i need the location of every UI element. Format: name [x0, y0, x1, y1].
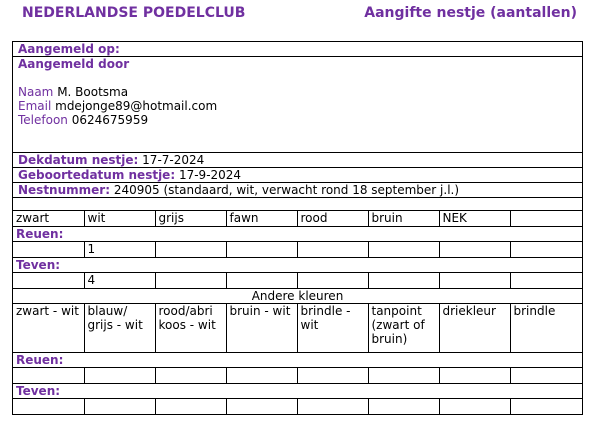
litter-form — [12, 41, 583, 415]
table-cell — [510, 368, 582, 384]
reuen-values-row — [13, 242, 582, 258]
naam-label: Naam — [18, 85, 54, 99]
col-header: tanpoint (zwart of bruin) — [368, 304, 439, 353]
reuen-label-row-2 — [13, 353, 582, 368]
teven-values-row — [13, 273, 582, 289]
col-header: blauw/ grijs - wit — [84, 304, 155, 353]
col-header: wit — [84, 211, 155, 227]
reuen-label: Reuen: — [13, 353, 582, 368]
aangemeld-door-label: Aangemeld door — [18, 57, 130, 71]
teven-label-row-2 — [13, 384, 582, 399]
spacer-row — [13, 198, 582, 211]
table-cell — [226, 368, 297, 384]
col-header: fawn — [226, 211, 297, 227]
teven-label: Teven: — [13, 384, 582, 399]
col-header: rood — [297, 211, 368, 227]
andere-kleuren-title: Andere kleuren — [13, 289, 582, 304]
dekdatum-label: Dekdatum nestje: — [18, 153, 139, 167]
naam-value: M. Bootsma — [57, 85, 129, 99]
table-cell — [226, 273, 297, 289]
teven-values-row-2 — [13, 399, 582, 415]
col-header — [510, 211, 582, 227]
table-cell — [297, 399, 368, 415]
table-cell — [297, 242, 368, 258]
reuen-label-row — [13, 227, 582, 242]
nestnummer-value: 240905 (standaard, wit, verwacht rond 18 september j.l.) — [113, 183, 460, 197]
contact-block — [13, 57, 582, 153]
nestnummer-row — [13, 183, 582, 198]
dekdatum-value: 17-7-2024 — [142, 153, 205, 167]
geboortedatum-row — [13, 168, 582, 183]
col-header: brindle — [510, 304, 582, 353]
dekdatum-row — [13, 153, 582, 168]
table-cell — [155, 368, 226, 384]
table-cell — [297, 273, 368, 289]
table-cell: 4 — [84, 273, 155, 289]
teven-label: Teven: — [13, 258, 582, 273]
table-cell — [13, 399, 84, 415]
teven-label-row — [13, 258, 582, 273]
table-cell — [368, 368, 439, 384]
table-cell — [510, 242, 582, 258]
geboortedatum-label: Geboortedatum nestje: — [18, 168, 176, 182]
table-cell — [368, 273, 439, 289]
table-cell — [439, 368, 510, 384]
col-header: grijs — [155, 211, 226, 227]
table-cell — [439, 242, 510, 258]
table-cell — [297, 368, 368, 384]
col-header: zwart - wit — [13, 304, 84, 353]
col-header: rood/abri koos - wit — [155, 304, 226, 353]
telefoon-line — [18, 113, 582, 127]
col-header: bruin — [368, 211, 439, 227]
colors-header-row — [13, 211, 582, 227]
reuen-values-row-2 — [13, 368, 582, 384]
col-header: bruin - wit — [226, 304, 297, 353]
geboortedatum-value: 17-9-2024 — [178, 168, 242, 182]
col-header: driekleur — [439, 304, 510, 353]
table-cell — [155, 273, 226, 289]
nestnummer-label: Nestnummer: — [18, 183, 111, 197]
table-cell — [13, 368, 84, 384]
table-cell — [155, 242, 226, 258]
telefoon-value: 0624675959 — [71, 113, 149, 127]
email-value: mdejonge89@hotmail.com — [55, 99, 218, 113]
col-header: zwart — [13, 211, 84, 227]
table-cell — [84, 368, 155, 384]
other-colors-header-row — [13, 304, 582, 353]
andere-kleuren-row — [13, 289, 582, 304]
table-cell — [510, 399, 582, 415]
form-title: Aangifte nestje (aantallen) — [364, 5, 577, 21]
email-line — [18, 99, 582, 113]
telefoon-label: Telefoon — [18, 113, 68, 127]
col-header: brindle - wit — [297, 304, 368, 353]
table-cell — [439, 273, 510, 289]
aangemeld-op-row — [13, 42, 582, 57]
club-title: NEDERLANDSE POEDELCLUB — [22, 5, 246, 21]
table-cell — [510, 273, 582, 289]
col-header: NEK — [439, 211, 510, 227]
table-cell — [368, 399, 439, 415]
table-cell — [84, 399, 155, 415]
aangemeld-op-label: Aangemeld op: — [18, 42, 120, 56]
table-cell — [368, 242, 439, 258]
colors-table-wrap — [13, 211, 582, 414]
table-cell — [439, 399, 510, 415]
table-cell: 1 — [84, 242, 155, 258]
table-cell — [155, 399, 226, 415]
table-cell — [13, 273, 84, 289]
naam-line — [18, 85, 582, 99]
reuen-label: Reuen: — [13, 227, 582, 242]
email-label: Email — [18, 99, 52, 113]
colors-table — [13, 211, 582, 414]
table-cell — [13, 242, 84, 258]
table-cell — [226, 242, 297, 258]
table-cell — [226, 399, 297, 415]
